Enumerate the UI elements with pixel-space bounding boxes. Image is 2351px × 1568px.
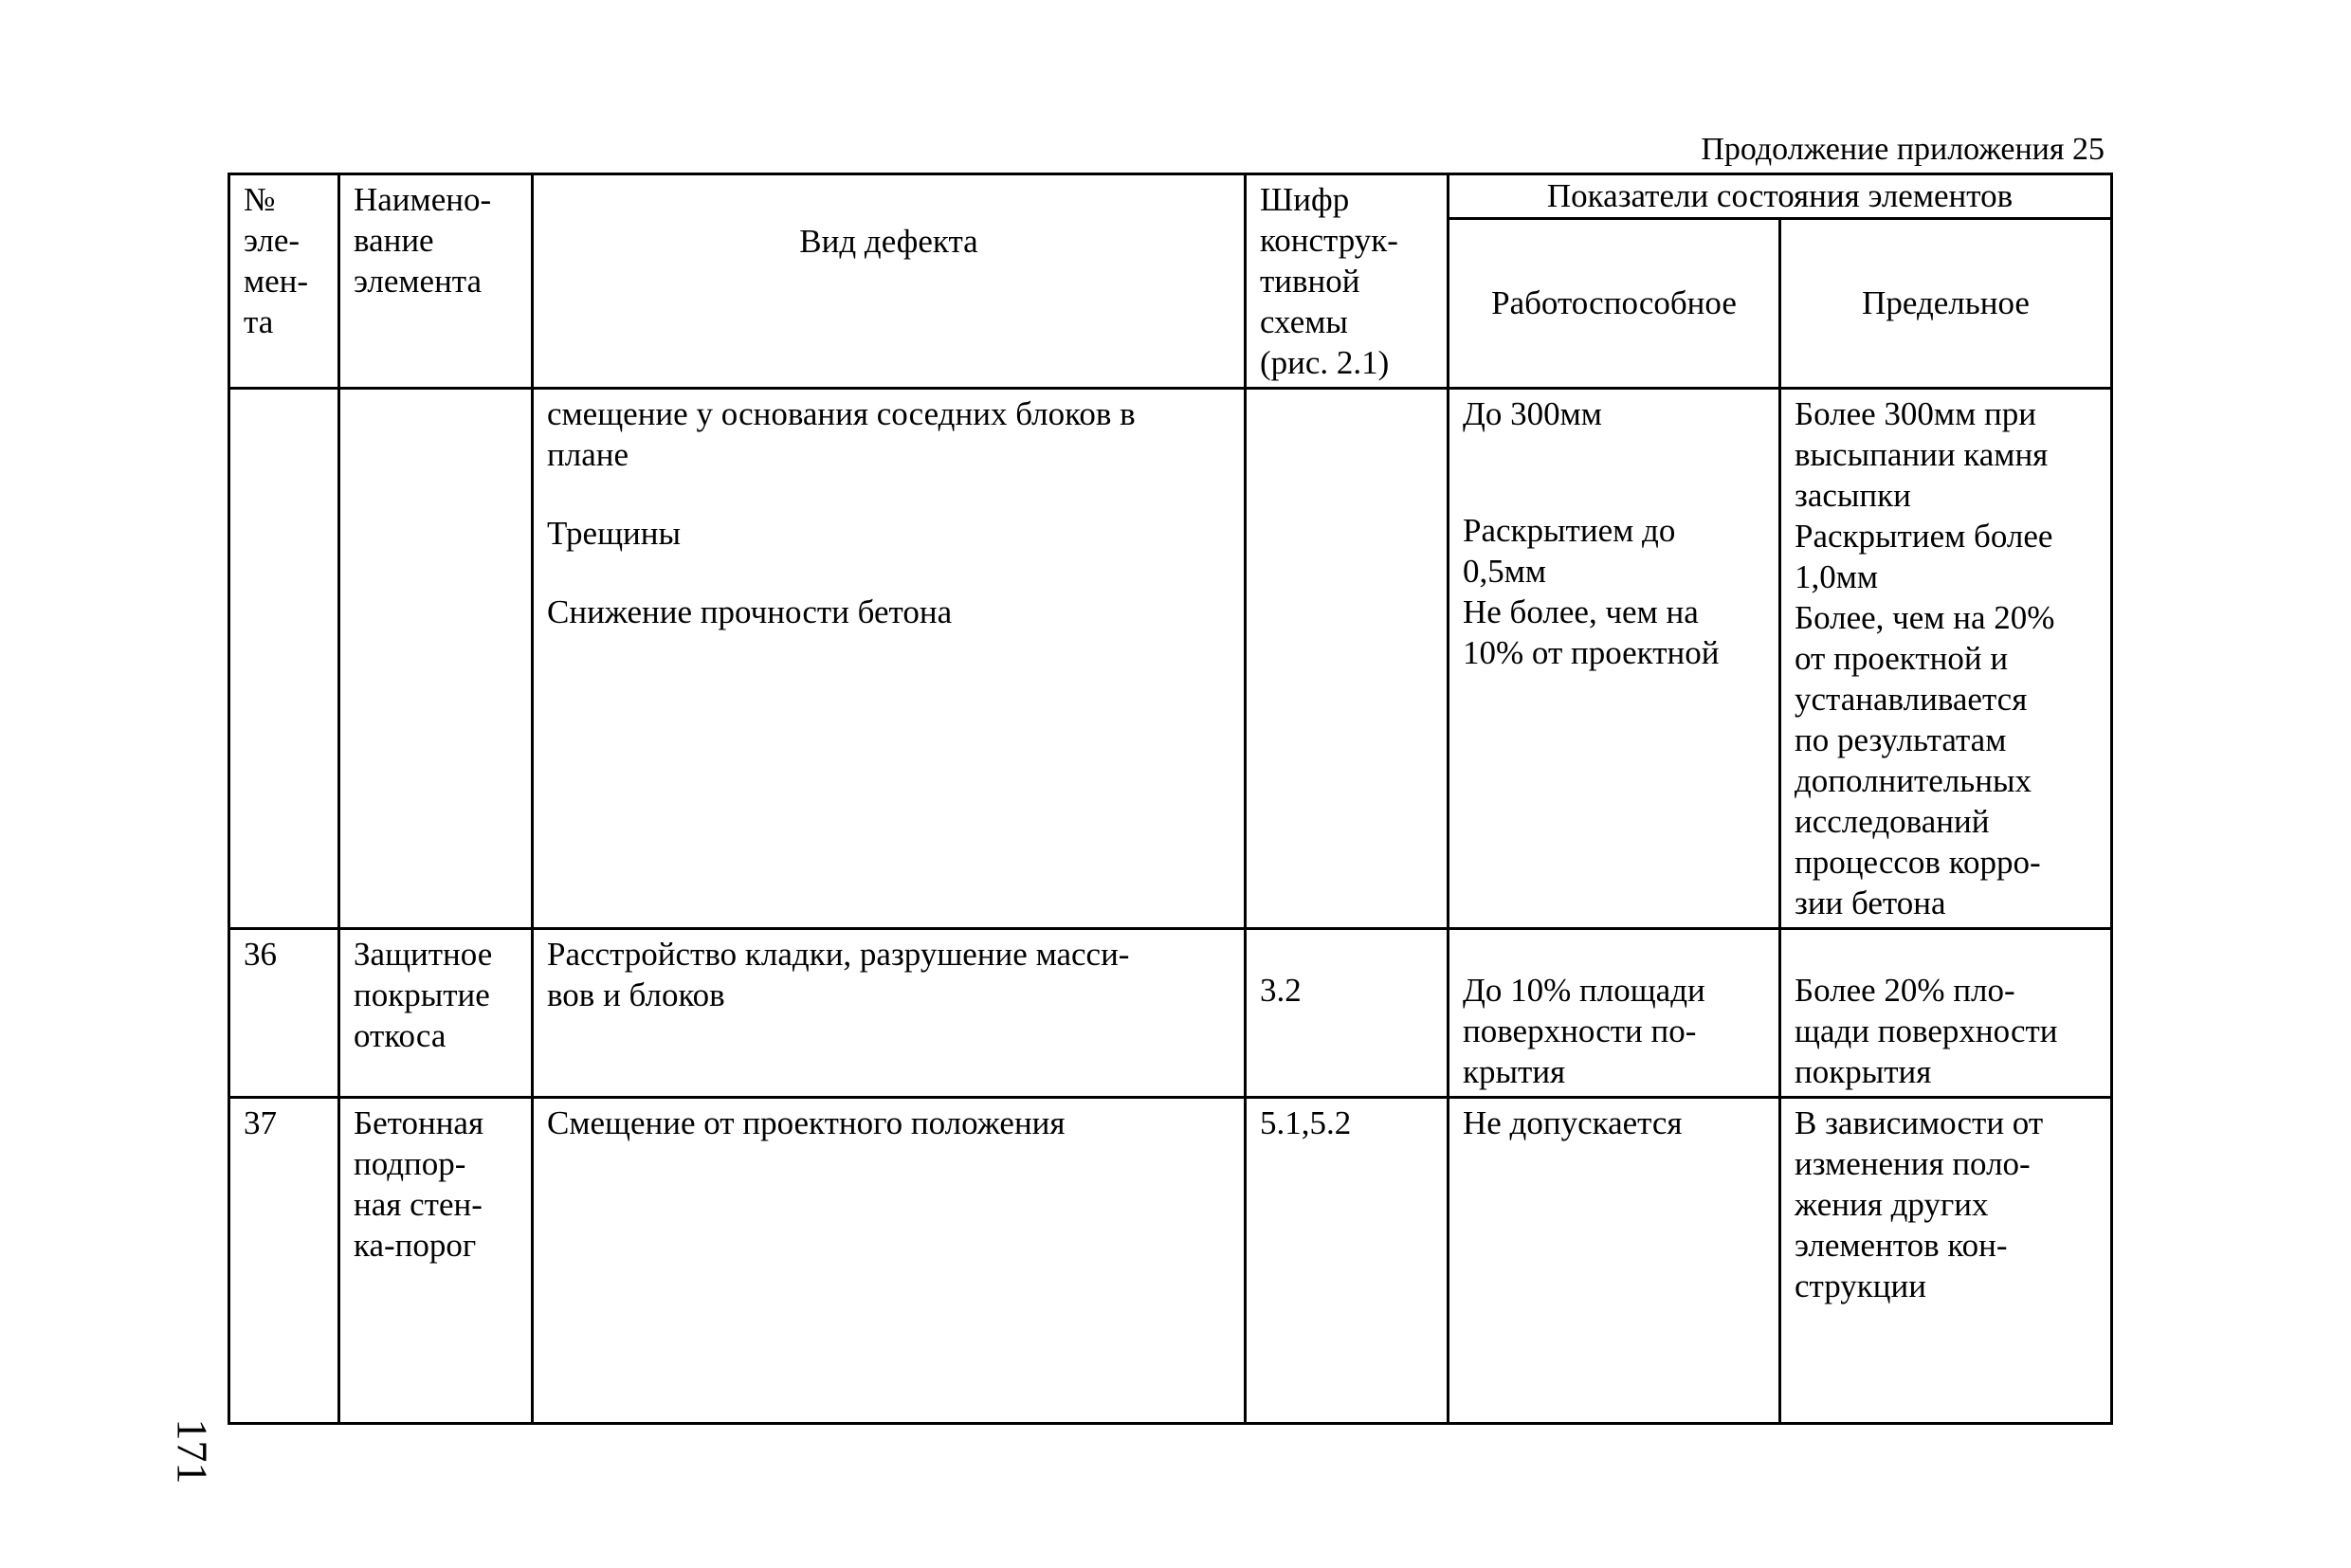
cell-text-line: ная стен- (354, 1186, 483, 1223)
cell-text-line: ка-порог (354, 1227, 477, 1264)
cell-text-line: Бетонная (354, 1104, 484, 1141)
header-text-line: эле- (244, 222, 301, 259)
cell-text-line: покрытие (354, 976, 490, 1013)
header-text-line: вание (354, 222, 434, 259)
cell-text-line: засыпки (1795, 477, 1911, 514)
cell-name (339, 1098, 533, 1424)
header-text-line: № (244, 181, 276, 218)
cell-name (339, 929, 533, 1098)
cell-number (229, 389, 339, 929)
page-number: 171 (168, 1418, 217, 1485)
cell-text-line: крытия (1463, 1053, 1566, 1090)
cell-text-line: Снижение прочности бетона (547, 593, 953, 630)
cell-text-line: До 10% площади (1463, 972, 1705, 1009)
spacer (547, 554, 1230, 592)
cell-working (1449, 1098, 1780, 1424)
header-text-line: конструк- (1260, 222, 1398, 259)
cell-code (1246, 1098, 1449, 1424)
cell-number (229, 1098, 339, 1424)
cell-text-line: 10% от проектной (1463, 634, 1720, 671)
header-structural-code (1246, 174, 1449, 389)
header-text-line: Наимено- (354, 181, 492, 218)
cell-text: 5.1,5.2 (1260, 1104, 1352, 1141)
cell-text-line: исследований (1795, 803, 1990, 840)
cell-code (1246, 389, 1449, 929)
header-text-line: Вид дефекта (799, 223, 978, 260)
cell-text-line: струкции (1795, 1267, 1926, 1304)
cell-text-line: Трещины (547, 515, 682, 552)
cell-text-line: дополнительных (1795, 762, 2032, 799)
cell-text-line: элементов кон- (1795, 1227, 2008, 1264)
cell-working (1449, 389, 1780, 929)
cell-text-line: изменения поло- (1795, 1145, 2031, 1182)
cell-working (1449, 929, 1780, 1098)
header-text-line: схемы (1260, 303, 1348, 340)
cell-text-line: Более 20% пло- (1795, 972, 2015, 1009)
cell-text-line: смещение у основания соседних блоков в (547, 395, 1136, 432)
cell-text-line: 1,0мм (1795, 558, 1879, 595)
cell-text-line: 0,5мм (1463, 553, 1547, 590)
cell-text-line: Не более, чем на (1463, 593, 1699, 630)
table-row (229, 389, 2112, 929)
header-limit-state (1780, 218, 2112, 388)
header-text-line: Работоспособное (1491, 284, 1737, 322)
cell-name (339, 389, 533, 929)
cell-text-line: плане (547, 436, 629, 473)
cell-text-line: В зависимости от (1795, 1104, 2044, 1141)
cell-text-line: Смещение от проектного положения (547, 1104, 1066, 1141)
cell-limit (1780, 1098, 2112, 1424)
table-row (229, 929, 2112, 1098)
page-caption: Продолжение приложения 25 (1701, 132, 2105, 167)
cell-text-line: щади поверхности (1795, 1012, 2058, 1049)
header-text-line: тивной (1260, 263, 1360, 300)
cell-text-line: высыпании камня (1795, 436, 2049, 473)
header-text-line: Шифр (1260, 181, 1350, 218)
header-text-line: элемента (354, 263, 483, 300)
header-working-state (1449, 218, 1780, 388)
defect-table (228, 173, 2113, 1425)
header-text-line: Предельное (1862, 284, 2030, 322)
cell-defect (533, 1098, 1246, 1424)
cell-text-line: Раскрытием до (1463, 512, 1676, 549)
cell-text-line: Не допускается (1463, 1104, 1683, 1141)
header-text-line: (рис. 2.1) (1260, 344, 1390, 381)
cell-text-line: жения других (1795, 1186, 1989, 1223)
cell-text-line: Расстройство кладки, разрушение масси- (547, 936, 1130, 973)
spacer (1463, 434, 1765, 510)
header-text-line: та (244, 303, 274, 340)
cell-code (1246, 929, 1449, 1098)
cell-defect (533, 929, 1246, 1098)
cell-text-line: Защитное (354, 936, 493, 973)
cell-text-line: До 300мм (1463, 395, 1602, 432)
cell-text-line: поверхности по- (1463, 1012, 1697, 1049)
cell-limit (1780, 929, 2112, 1098)
cell-limit (1780, 389, 2112, 929)
cell-text-line: зии бетона (1795, 884, 1946, 921)
spacer (547, 475, 1230, 513)
cell-text: 3.2 (1260, 972, 1302, 1009)
header-row-1 (229, 174, 2112, 219)
cell-text-line: по результатам (1795, 721, 2007, 758)
header-defect-type (533, 174, 1246, 389)
header-text-line: мен- (244, 263, 309, 300)
cell-text: 36 (244, 936, 277, 973)
cell-text-line: от проектной и (1795, 640, 2009, 677)
cell-number (229, 929, 339, 1098)
cell-text-line: откоса (354, 1017, 447, 1054)
header-indicators (1449, 174, 2112, 219)
header-text-line: Показатели состояния элементов (1546, 177, 2014, 214)
header-element-number (229, 174, 339, 389)
cell-defect (533, 389, 1246, 929)
cell-text-line: устанавливается (1795, 681, 2028, 718)
cell-text-line: Более 300мм при (1795, 395, 2036, 432)
cell-text-line: вов и блоков (547, 976, 725, 1013)
table-row (229, 1098, 2112, 1424)
cell-text-line: подпор- (354, 1145, 466, 1182)
cell-text: 37 (244, 1104, 277, 1141)
header-element-name (339, 174, 533, 389)
cell-text-line: процессов корро- (1795, 844, 2041, 881)
cell-text-line: Раскрытием более (1795, 518, 2053, 555)
cell-text-line: Более, чем на 20% (1795, 599, 2055, 636)
cell-text-line: покрытия (1795, 1053, 1932, 1090)
